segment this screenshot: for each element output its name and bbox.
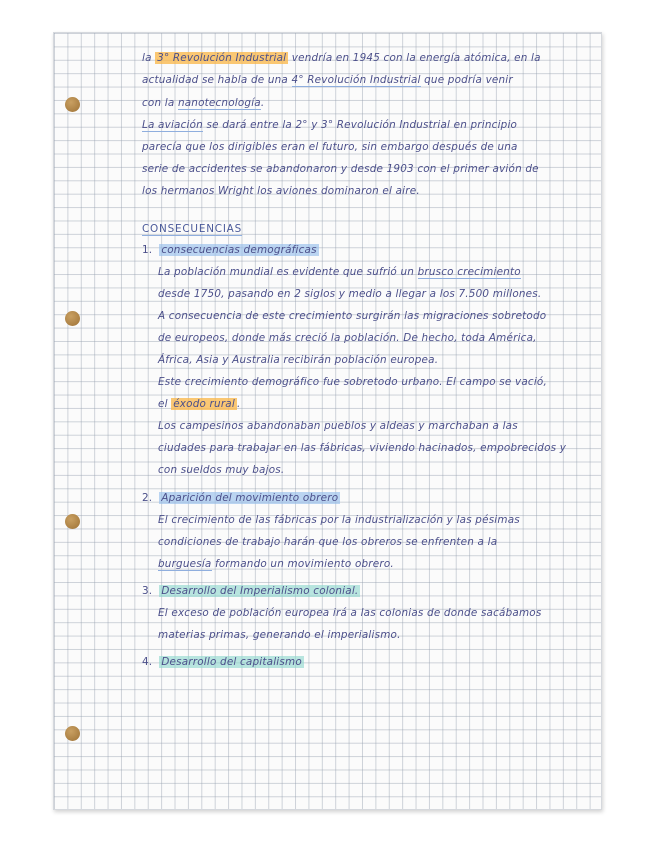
text-fragment: .	[236, 398, 241, 410]
text-line: El exceso de población europea irá a las colonias de donde sacábamos	[158, 607, 542, 619]
highlighted-term: éxodo rural	[173, 398, 235, 410]
underlined-term: La aviación	[142, 119, 203, 131]
highlighted-title: Desarrollo del Imperialismo colonial.	[161, 585, 359, 597]
text-line	[158, 266, 521, 279]
highlighted-title: consecuencias demográficas	[161, 244, 317, 256]
text-line: materias primas, generando el imperialismo.	[158, 629, 401, 641]
text-line: de europeos, donde más creció la población. De hecho, toda América,	[158, 332, 537, 344]
numbered-title	[142, 656, 304, 669]
punch-hole-icon	[65, 97, 80, 112]
text-line: condiciones de trabajo harán que los obreros se enfrenten a la	[158, 536, 498, 548]
punch-hole-icon	[65, 726, 80, 741]
text-line: África, Asia y Australia recibirán población europea.	[158, 354, 439, 366]
text-line: ciudades para trabajar en las fábricas, viviendo hacinados, empobrecidos y	[158, 442, 567, 454]
text-fragment: La población mundial es evidente que sufrió un	[158, 266, 415, 278]
text-line	[158, 398, 240, 411]
text-line: con sueldos muy bajos.	[158, 464, 285, 476]
heading-text: CONSECUENCIAS	[142, 223, 242, 235]
text-line	[142, 52, 541, 65]
item-number: 1.	[142, 244, 153, 256]
text-line: parecía que los dirigibles eran el futuro, sin embargo después de una	[142, 141, 518, 153]
underlined-term: 4° Revolución Industrial	[291, 74, 421, 86]
text-line: los hermanos Wright los aviones dominaron el aire.	[142, 185, 420, 197]
text-line: Este crecimiento demográfico fue sobretodo urbano. El campo se vació,	[158, 376, 547, 388]
text-fragment: actualidad se habla de una	[142, 74, 288, 86]
numbered-title	[142, 492, 340, 505]
highlighted-title: Desarrollo del capitalismo	[161, 656, 302, 668]
text-line: desde 1750, pasando en 2 siglos y medio a llegar a los 7.500 millones.	[158, 288, 542, 300]
text-fragment: que podría venir	[424, 74, 513, 86]
text-line: El crecimiento de las fábricas por la industrialización y las pésimas	[158, 514, 520, 526]
section-heading	[142, 223, 242, 236]
text-fragment: formando un movimiento obrero.	[215, 558, 394, 570]
text-line: Los campesinos abandonaban pueblos y aldeas y marchaban a las	[158, 420, 518, 432]
text-fragment: con la	[142, 97, 175, 109]
text-line	[142, 97, 264, 110]
text-line: A consecuencia de este crecimiento surgirán las migraciones sobretodo	[158, 310, 547, 322]
text-line	[142, 74, 513, 87]
highlighted-title: Aparición del movimiento obrero	[161, 492, 339, 504]
item-number: 4.	[142, 656, 153, 668]
text-line	[142, 119, 517, 132]
text-line: serie de accidentes se abandonaron y desde 1903 con el primer avión de	[142, 163, 539, 175]
underlined-term: nanotecnología	[177, 97, 261, 109]
item-number: 2.	[142, 492, 153, 504]
underlined-term: brusco crecimiento	[417, 266, 521, 278]
text-fragment: el	[158, 398, 168, 410]
underlined-term: burguesía	[158, 558, 212, 570]
highlighted-term: 3° Revolución Industrial	[157, 52, 287, 64]
text-fragment: .	[260, 97, 265, 109]
numbered-title	[142, 244, 319, 257]
punch-hole-icon	[65, 311, 80, 326]
text-line	[158, 558, 394, 571]
item-number: 3.	[142, 585, 153, 597]
text-fragment: la	[142, 52, 152, 64]
numbered-title	[142, 585, 360, 598]
text-fragment: se dará entre la 2° y 3° Revolución Industrial en principio	[206, 119, 518, 131]
punch-hole-icon	[65, 514, 80, 529]
text-fragment: vendría en 1945 con la energía atómica, en la	[291, 52, 541, 64]
